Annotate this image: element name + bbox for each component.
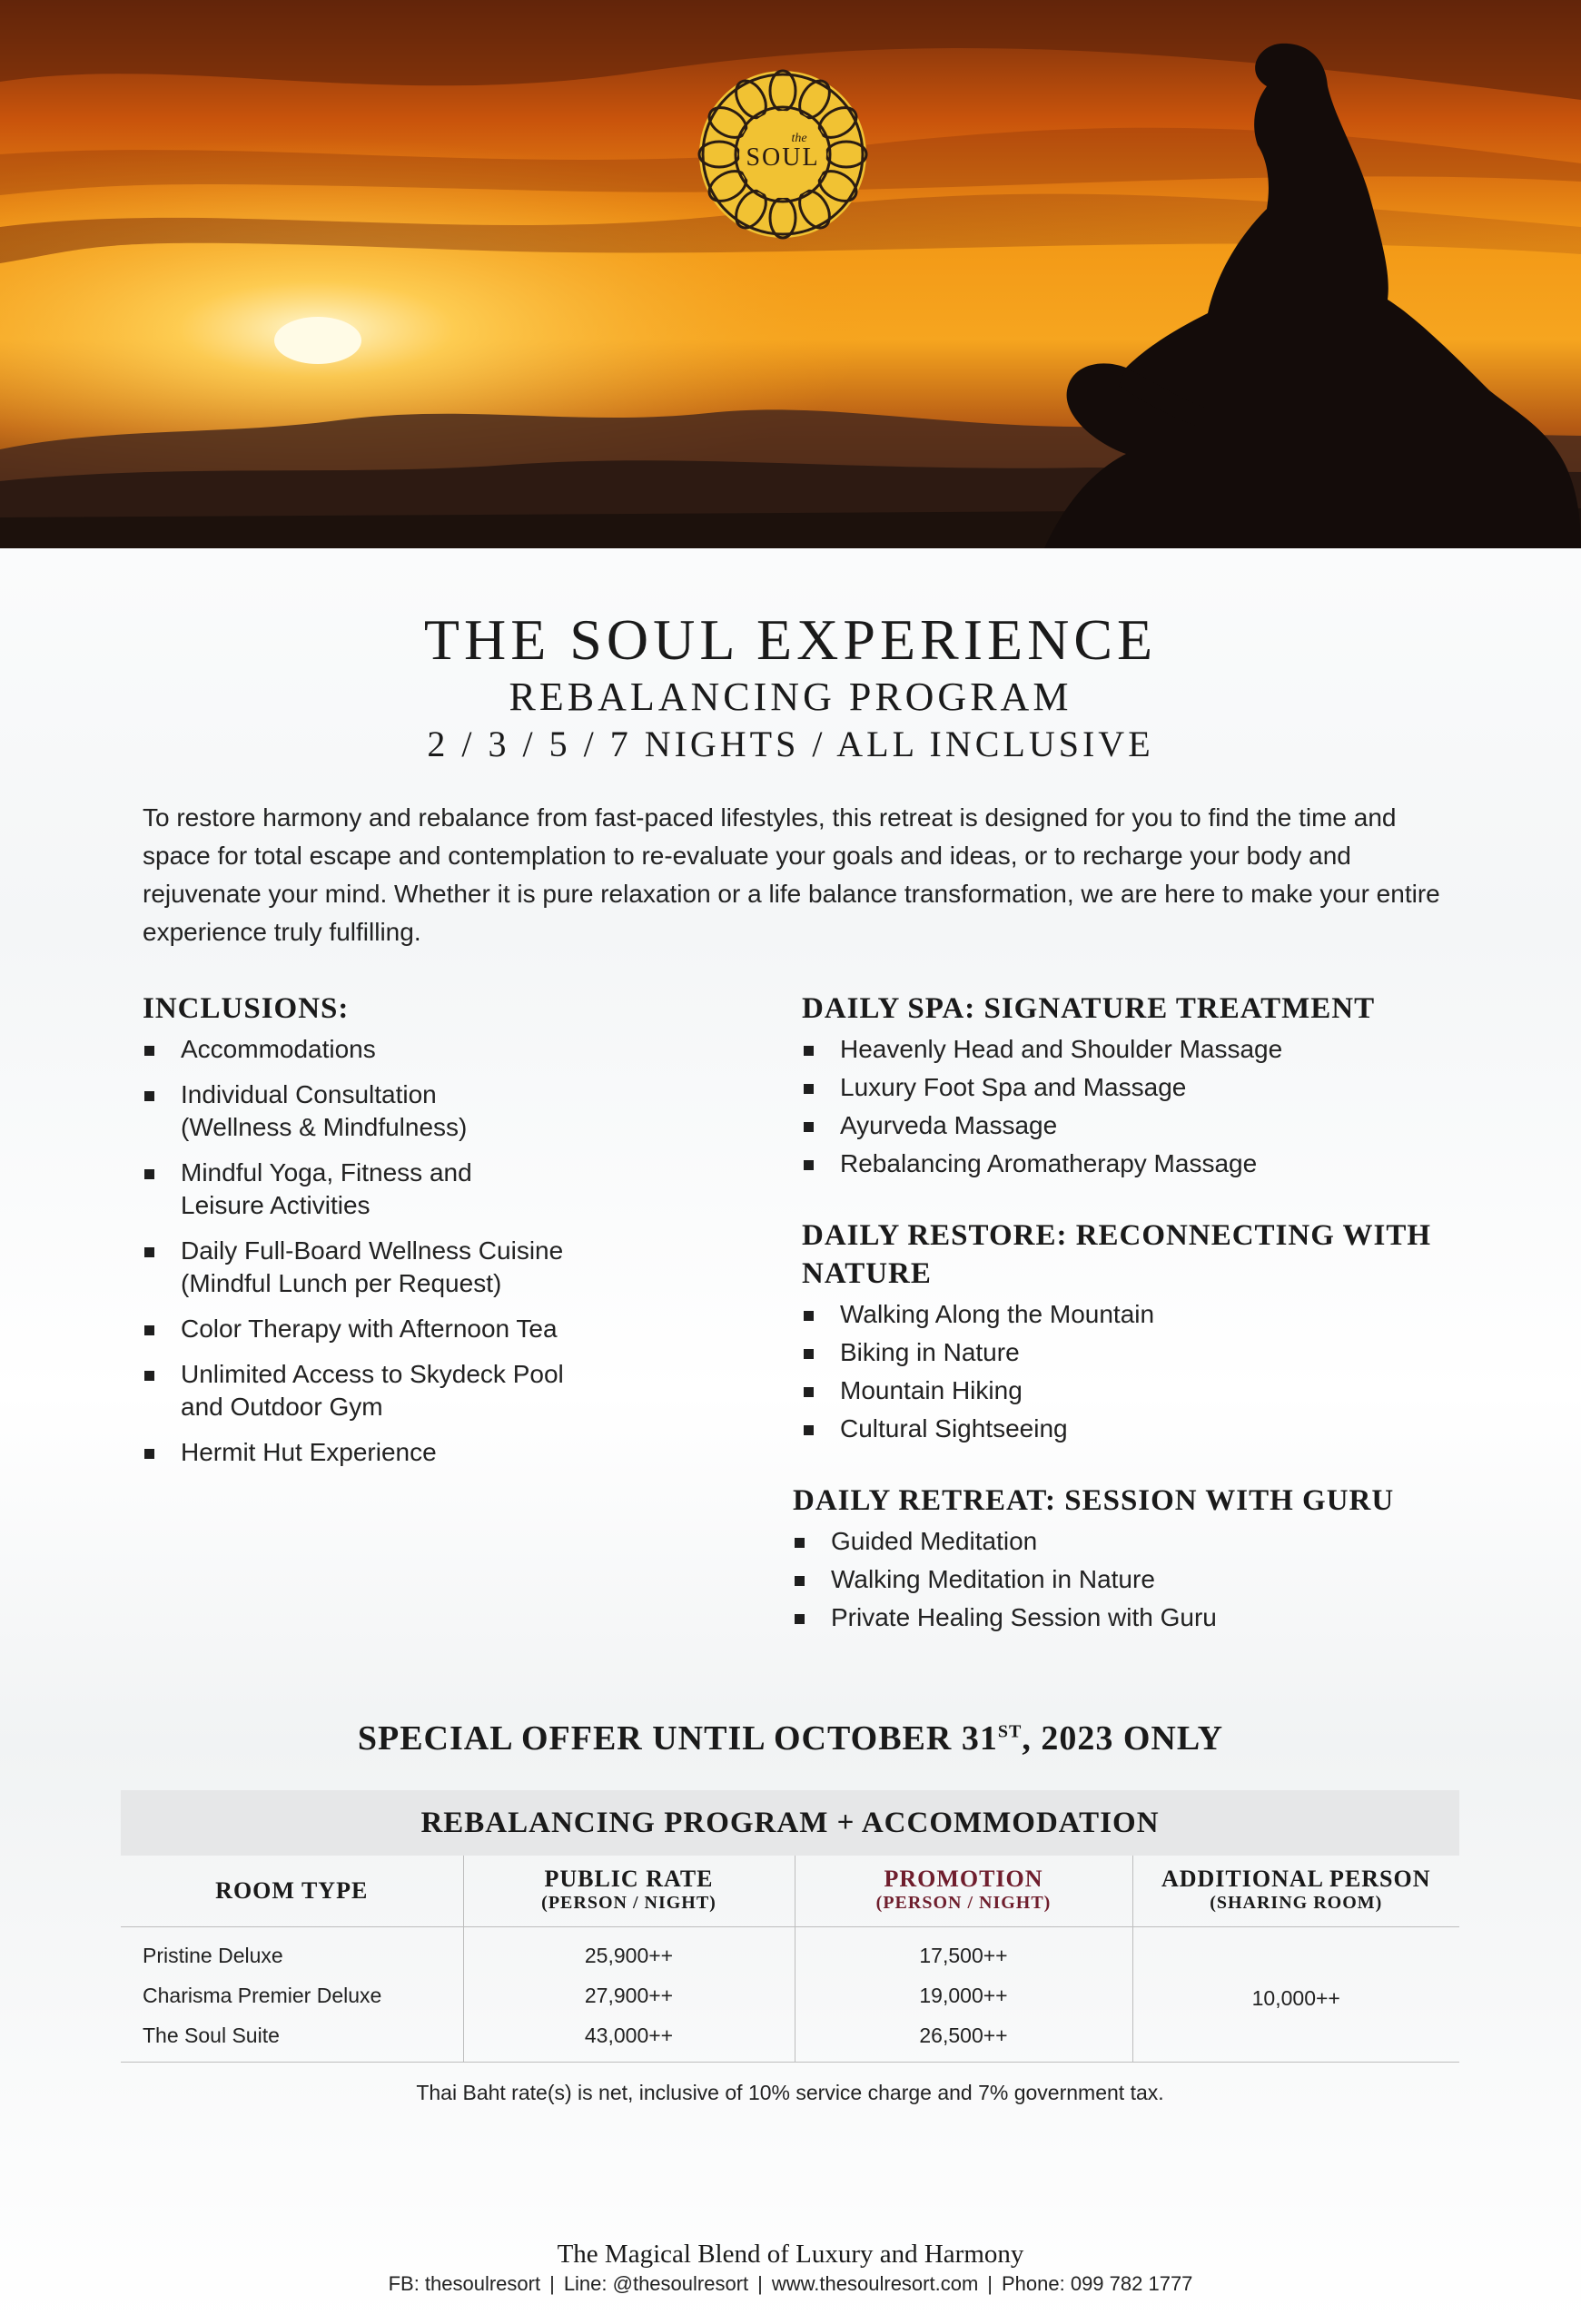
- header-public-rate: PUBLIC RATE (PERSON / NIGHT): [463, 1856, 795, 1927]
- footer-contacts: [0, 2270, 1581, 2298]
- promo-rate-cell: 19,000++: [795, 1975, 1132, 2015]
- facebook-link[interactable]: FB: thesoulresort: [388, 2272, 541, 2295]
- title-block: [0, 606, 1581, 768]
- restore-heading: DAILY RESTORE: RECONNECTING WITH NATURE: [802, 1219, 1432, 1290]
- header-additional-person: ADDITIONAL PERSON (SHARING ROOM): [1132, 1856, 1459, 1927]
- promo-rate-cell: 17,500++: [795, 1927, 1132, 1976]
- list-item: Individual Consultation (Wellness & Mindfulness): [143, 1078, 651, 1144]
- inclusions-list: [143, 1033, 651, 1469]
- logo-small-text: the: [791, 132, 807, 145]
- list-item: Unlimited Access to Skydeck Pool and Outdoor Gym: [143, 1358, 651, 1423]
- nights-line: 2 / 3 / 5 / 7 NIGHTS / ALL INCLUSIVE: [427, 724, 1154, 764]
- room-cell: The Soul Suite: [121, 2015, 463, 2063]
- promo-rate-cell: 26,500++: [795, 2015, 1132, 2063]
- header-promotion: PROMOTION (PERSON / NIGHT): [795, 1856, 1132, 1927]
- retreat-heading: DAILY RETREAT: SESSION WITH GURU: [793, 1484, 1395, 1517]
- inclusions-heading: INCLUSIONS:: [143, 992, 350, 1025]
- footer-tagline: The Magical Blend of Luxury and Harmony: [557, 2240, 1024, 2269]
- table-band-title: REBALANCING PROGRAM + ACCOMMODATION: [121, 1790, 1459, 1856]
- list-item: Private Healing Session with Guru: [793, 1601, 1456, 1634]
- list-item: Biking in Nature: [802, 1336, 1456, 1369]
- intro-paragraph: To restore harmony and rebalance from fast-paced lifestyles, this retreat is designed for you to find the time and space for total escape and contemplation to re-evaluate your goals and ideas, or to recharge your body and rejuvenate your mind. Whether it is pure relaxation or a life balance transformation, we are here to make your entire experience truly fulfilling.: [143, 803, 1440, 946]
- list-item: Rebalancing Aromatherapy Massage: [802, 1147, 1456, 1180]
- rates-table-section: [121, 1790, 1459, 2105]
- list-item: Walking Meditation in Nature: [793, 1563, 1456, 1596]
- room-cell: Charisma Premier Deluxe: [143, 1983, 382, 2007]
- list-item: Luxury Foot Spa and Massage: [802, 1071, 1456, 1104]
- website-link[interactable]: www.thesoulresort.com: [771, 2272, 979, 2295]
- additional-person-cell: 10,000++: [1132, 1927, 1459, 2063]
- line-link[interactable]: Line: @thesoulresort: [563, 2272, 749, 2295]
- public-rate-cell: 25,900++: [463, 1927, 795, 1976]
- page-subtitle: REBALANCING PROGRAM: [509, 675, 1072, 719]
- public-rate-cell: 27,900++: [463, 1975, 795, 2015]
- public-rate-cell: 43,000++: [463, 2015, 795, 2063]
- rate-note: Thai Baht rate(s) is net, inclusive of 10% service charge and 7% government tax.: [416, 2081, 1164, 2104]
- daily-program-section: [793, 990, 1456, 1640]
- list-item: Daily Full-Board Wellness Cuisine (Mindful Lunch per Request): [143, 1235, 651, 1300]
- soul-logo: [692, 64, 874, 245]
- phone-link[interactable]: Phone: 099 782 1777: [1002, 2272, 1193, 2295]
- list-item: Guided Meditation: [793, 1525, 1456, 1558]
- list-item: Mindful Yoga, Fitness and Leisure Activities: [143, 1157, 651, 1222]
- retreat-list: [793, 1525, 1456, 1634]
- header-room-type: ROOM TYPE: [121, 1856, 463, 1927]
- list-item: Ayurveda Massage: [802, 1109, 1456, 1142]
- table-header-row: [121, 1856, 1459, 1927]
- list-item: Heavenly Head and Shoulder Massage: [802, 1033, 1456, 1066]
- spa-list: [802, 1033, 1456, 1180]
- room-cell: Pristine Deluxe: [143, 1943, 283, 1967]
- separator: |: [757, 2272, 763, 2295]
- list-item: Hermit Hut Experience: [143, 1436, 651, 1469]
- hero-image: [0, 0, 1581, 548]
- rates-table: [121, 1856, 1459, 2063]
- restore-list: [802, 1298, 1456, 1445]
- footer: [0, 2238, 1581, 2298]
- list-item: Cultural Sightseeing: [802, 1413, 1456, 1445]
- inclusions-section: [143, 990, 651, 1482]
- table-row: [121, 1927, 1459, 1976]
- separator: |: [549, 2272, 555, 2295]
- logo-name-text: SOUL: [746, 143, 820, 172]
- list-item: Walking Along the Mountain: [802, 1298, 1456, 1331]
- page-title: THE SOUL EXPERIENCE: [423, 607, 1158, 672]
- list-item: Mountain Hiking: [802, 1374, 1456, 1407]
- list-item: Color Therapy with Afternoon Tea: [143, 1313, 651, 1345]
- separator: |: [987, 2272, 993, 2295]
- special-offer-heading: SPECIAL OFFER UNTIL OCTOBER 31ST, 2023 ONLY: [357, 1719, 1224, 1758]
- spa-heading: DAILY SPA: SIGNATURE TREATMENT: [802, 992, 1376, 1025]
- list-item: Accommodations: [143, 1033, 651, 1066]
